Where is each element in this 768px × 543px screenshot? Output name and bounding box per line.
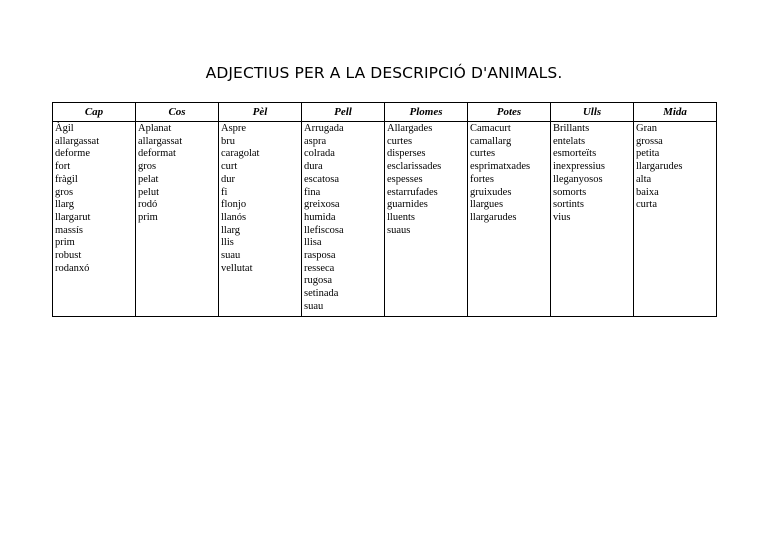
word-list-mida [634, 122, 717, 317]
list-item: llanós [221, 211, 247, 223]
list-item: llis [221, 237, 234, 249]
list-item: Aspre [221, 123, 247, 134]
page-title: ADJECTIUS PER A LA DESCRIPCIÓ D'ANIMALS. [205, 64, 563, 82]
word-list-potes [468, 122, 551, 317]
list-item: prim [55, 237, 75, 249]
list-item: llargues [470, 199, 504, 211]
list-item: llargarudes [636, 161, 683, 173]
word-list-cos [136, 122, 219, 317]
list-item: fràgil [55, 173, 78, 185]
list-item: suau [221, 250, 241, 262]
word-list-pell [302, 122, 385, 317]
list-item: rasposa [304, 250, 336, 262]
list-item: rodanxó [55, 262, 90, 274]
list-item: sortints [553, 199, 584, 211]
word-list-plomes [385, 122, 468, 317]
list-item: Brillants [553, 123, 590, 134]
list-item: alta [636, 173, 652, 185]
list-item: llargarut [55, 211, 91, 223]
list-item: Aplanat [138, 123, 172, 134]
list-item: esmorteïts [553, 148, 597, 160]
list-item: estarrufades [387, 186, 438, 198]
list-item: aspra [304, 135, 327, 147]
list-item: pelat [138, 173, 159, 185]
list-item: fi [221, 186, 228, 198]
list-item: gruixudes [470, 186, 512, 198]
column-header-ulls: Ulls [551, 103, 634, 122]
list-item: deformat [138, 148, 176, 160]
word-list-cap [53, 122, 136, 317]
list-item: caragolat [221, 148, 260, 160]
adjectives-table [52, 102, 717, 317]
list-item: deforme [55, 148, 90, 160]
list-item: grossa [636, 135, 663, 147]
column-header-plomes: Plomes [385, 103, 468, 122]
list-item: fortes [470, 173, 494, 185]
column-header-pell: Pell [302, 103, 385, 122]
list-item: petita [636, 148, 660, 160]
column-header-cap: Cap [53, 103, 136, 122]
list-item: entelats [553, 135, 586, 147]
list-item: somorts [553, 186, 587, 198]
list-item: resseca [304, 262, 335, 274]
column-header-cos: Cos [136, 103, 219, 122]
list-item: lluents [387, 211, 415, 223]
list-item: vius [553, 211, 571, 223]
list-item: allargassat [55, 135, 100, 147]
word-list-ulls [551, 122, 634, 317]
table-row [53, 122, 717, 317]
list-item: dur [221, 173, 235, 185]
list-item: esclarissades [387, 161, 442, 173]
list-item: disperses [387, 148, 426, 160]
list-item: baixa [636, 186, 659, 198]
list-item: pelut [138, 186, 159, 198]
list-item: prim [138, 211, 158, 223]
list-item: curtes [387, 135, 413, 147]
list-item: dura [304, 161, 323, 173]
list-item: Allargades [387, 123, 433, 134]
list-item: llargarudes [470, 211, 517, 223]
list-item: suaus [387, 224, 411, 236]
list-item: Àgil [55, 123, 74, 134]
list-item: inexpressius [553, 161, 605, 173]
list-item: rugosa [304, 275, 332, 287]
list-item: flonjo [221, 199, 247, 211]
list-item: esprimatxades [470, 161, 531, 173]
list-item: colrada [304, 148, 335, 160]
list-item: suau [304, 300, 324, 312]
list-item: curta [636, 199, 657, 211]
list-item: fina [304, 186, 321, 198]
list-item: robust [55, 250, 82, 262]
list-item: humida [304, 211, 336, 223]
list-item: setinada [304, 288, 339, 300]
list-item: rodó [138, 199, 158, 211]
list-item: llarg [55, 199, 75, 211]
list-item: Arrugada [304, 123, 344, 134]
list-item: greixosa [304, 199, 340, 211]
list-item: massís [55, 224, 84, 236]
list-item: Camacurt [470, 123, 511, 134]
list-item: llefiscosa [304, 224, 344, 236]
column-header-pel: Pèl [219, 103, 302, 122]
list-item: gros [138, 161, 157, 173]
column-header-potes: Potes [468, 103, 551, 122]
list-item: llarg [221, 224, 241, 236]
list-item: camallarg [470, 135, 512, 147]
list-item: gros [55, 186, 74, 198]
list-item: guarnides [387, 199, 428, 211]
list-item: Gran [636, 123, 657, 134]
list-item: curtes [470, 148, 496, 160]
list-item: lleganyosos [553, 173, 603, 185]
list-item: curt [221, 161, 238, 173]
word-list-pel [219, 122, 302, 317]
list-item: escatosa [304, 173, 339, 185]
list-item: espesses [387, 173, 423, 185]
list-item: llisa [304, 237, 322, 249]
column-header-mida: Mida [634, 103, 717, 122]
list-item: vellutat [221, 262, 253, 274]
list-item: allargassat [138, 135, 183, 147]
list-item: bru [221, 135, 235, 147]
list-item: fort [55, 161, 71, 173]
table-header-row [53, 103, 717, 122]
